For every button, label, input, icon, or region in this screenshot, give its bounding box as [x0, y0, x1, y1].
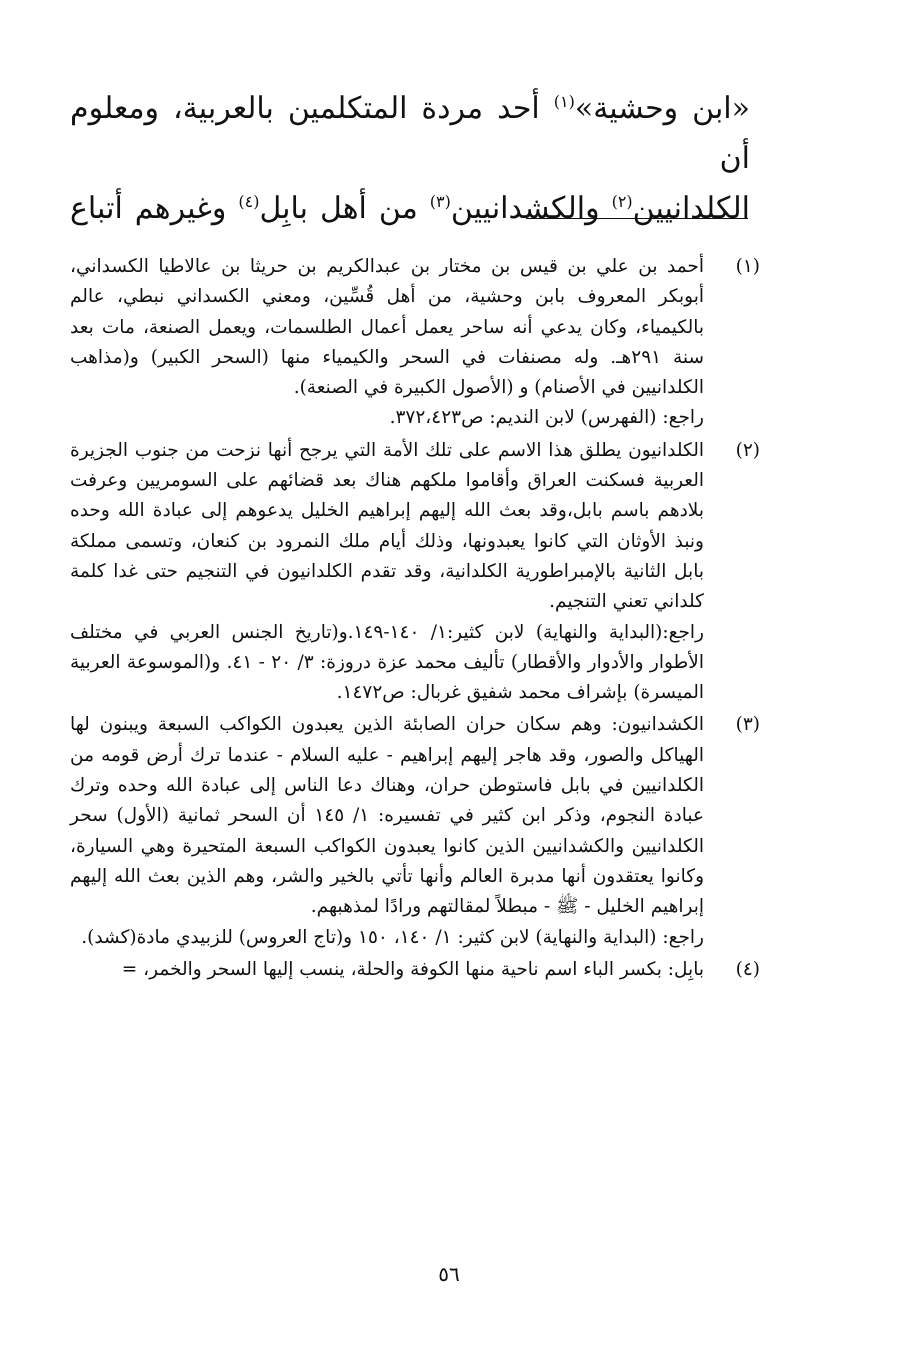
main-text-segment: والكشدانيين — [450, 191, 612, 226]
footnote-2 — [70, 436, 760, 709]
footnote-number: (٢) — [735, 439, 760, 461]
footnote-4 — [70, 955, 760, 985]
footnote-3 — [70, 710, 760, 952]
footnote-body — [70, 955, 704, 985]
footnote-body — [70, 710, 704, 952]
footnote-body — [70, 436, 704, 709]
footnote-number: (٤) — [735, 958, 760, 980]
footnote-reference: راجع: (الفهرس) لابن النديم: ص٣٧٢،٤٢٣. — [389, 407, 704, 429]
main-paragraph — [70, 84, 750, 234]
footnote-ref-2: (٢) — [611, 192, 633, 211]
footnote-text: الكشدانيون: وهم سكان حران الصابئة الذين يعبدون الكواكب السبعة ويبنون لها الهياكل والصور، وقد هاجر إليهم إبراهيم - عليه السلام - عندما ترك أرض قومه من الكلدانيين في بابل فاستوطن حران، وهناك دعا الناس إلى عبادة الله وحده وترك عبادة النجوم، وذكر ابن كثير في تفسيره: ١/ ١٤٥ أن السحر ثمانية (الأول) سحر الكلدانيين والكشدانيين الذين كانوا يعبدون الكواكب السبعة المتحيرة وهي السيارة، وكانوا يعتقدون أنها مدبرة العالم وأنها تأتي بالخير والشر، وهم الذين بعث الله إليهم إبراهيم الخليل - ﷺ - مبطلاً لمقالتهم ورادًا لمذهبهم. — [70, 714, 704, 918]
footnote-text: بابِل: بكسر الباء اسم ناحية منها الكوفة والحلة، ينسب إليها السحر والخمر، = — [121, 958, 704, 980]
footnote-reference: راجع: (البداية والنهاية) لابن كثير: ١/ ١٤٠، ١٥٠ و(تاج العروس) للزبيدي مادة(كشد). — [81, 926, 704, 948]
footnote-reference: راجع:(البداية والنهاية) لابن كثير:١/ ١٤٠-١٤٩.و(تاريخ الجنس العربي في مختلف الأطوار والأدوار والأقطار) تأليف محمد عزة دروزة: ٣/ ٢٠ - ٤١. و(الموسوعة العربية الميسرة) بإشراف محمد شفيق غربال: ص١٤٧٢. — [70, 621, 704, 704]
footnote-separator — [526, 218, 748, 219]
main-text-segment: وغيرهم أتباع — [70, 191, 239, 226]
footnote-body — [70, 252, 704, 434]
main-text-block — [70, 84, 750, 234]
main-text-segment: من أهل بابِل — [259, 191, 430, 226]
footnote-ref-1: (١) — [553, 92, 575, 111]
footnote-ref-3: (٣) — [429, 192, 451, 211]
main-line-2 — [70, 184, 750, 234]
main-line-1 — [70, 84, 750, 184]
main-text-segment: الكلدانيين — [632, 191, 751, 226]
footnotes — [70, 252, 760, 987]
footnote-number: (١) — [735, 256, 760, 277]
page-number: ٥٦ — [438, 1262, 460, 1286]
footnote-1 — [70, 252, 760, 434]
footnote-ref-4: (٤) — [238, 192, 260, 211]
main-text-segment: «ابن وحشية» — [574, 91, 750, 126]
footnote-text: أحمد بن علي بن قيس بن مختار بن عبدالكريم بن حريثا بن عالاطيا الكسداني، أبوبكر المعروف بابن وحشية، من أهل قُسِّين، ومعني الكسداني نبطي، عالم بالكيمياء، وكان يدعي أنه ساحر يعمل أعمال الطلسمات، ويعمل الصنعة، مات بعد سنة ٢٩١هـ. وله مصنفات في السحر والكيمياء منها (السحر الكبير) و(مذاهب الكلدانيين في الأصنام) و (الأصول الكبيرة في الصنعة). — [70, 256, 704, 399]
main-text-segment: أحد مردة المتكلمين بالعربية، ومعلوم أن — [70, 91, 750, 176]
footnote-number: (٣) — [735, 714, 760, 736]
footnote-text: الكلدانيون يطلق هذا الاسم على تلك الأمة التي يرجح أنها نزحت من جنوب الجزيرة العربية فسكنت العراق وأقاموا ملكهم هناك بعد قضائهم على السومريين وعرفت بلادهم باسم بابل،وقد بعث الله إليهم إبراهيم الخليل يدعوهم إلى عبادة الله وحده ونبذ الأوثان التي كانوا يعبدونها، وذلك أيام ملك النمرود بن كنعان، وتسمى مملكة بابل الثانية بالإمبراطورية الكلدانية، وقد تقدم الكلدانيون في التنجيم حتى غدا كلمة كلداني تعني التنجيم. — [70, 439, 704, 613]
